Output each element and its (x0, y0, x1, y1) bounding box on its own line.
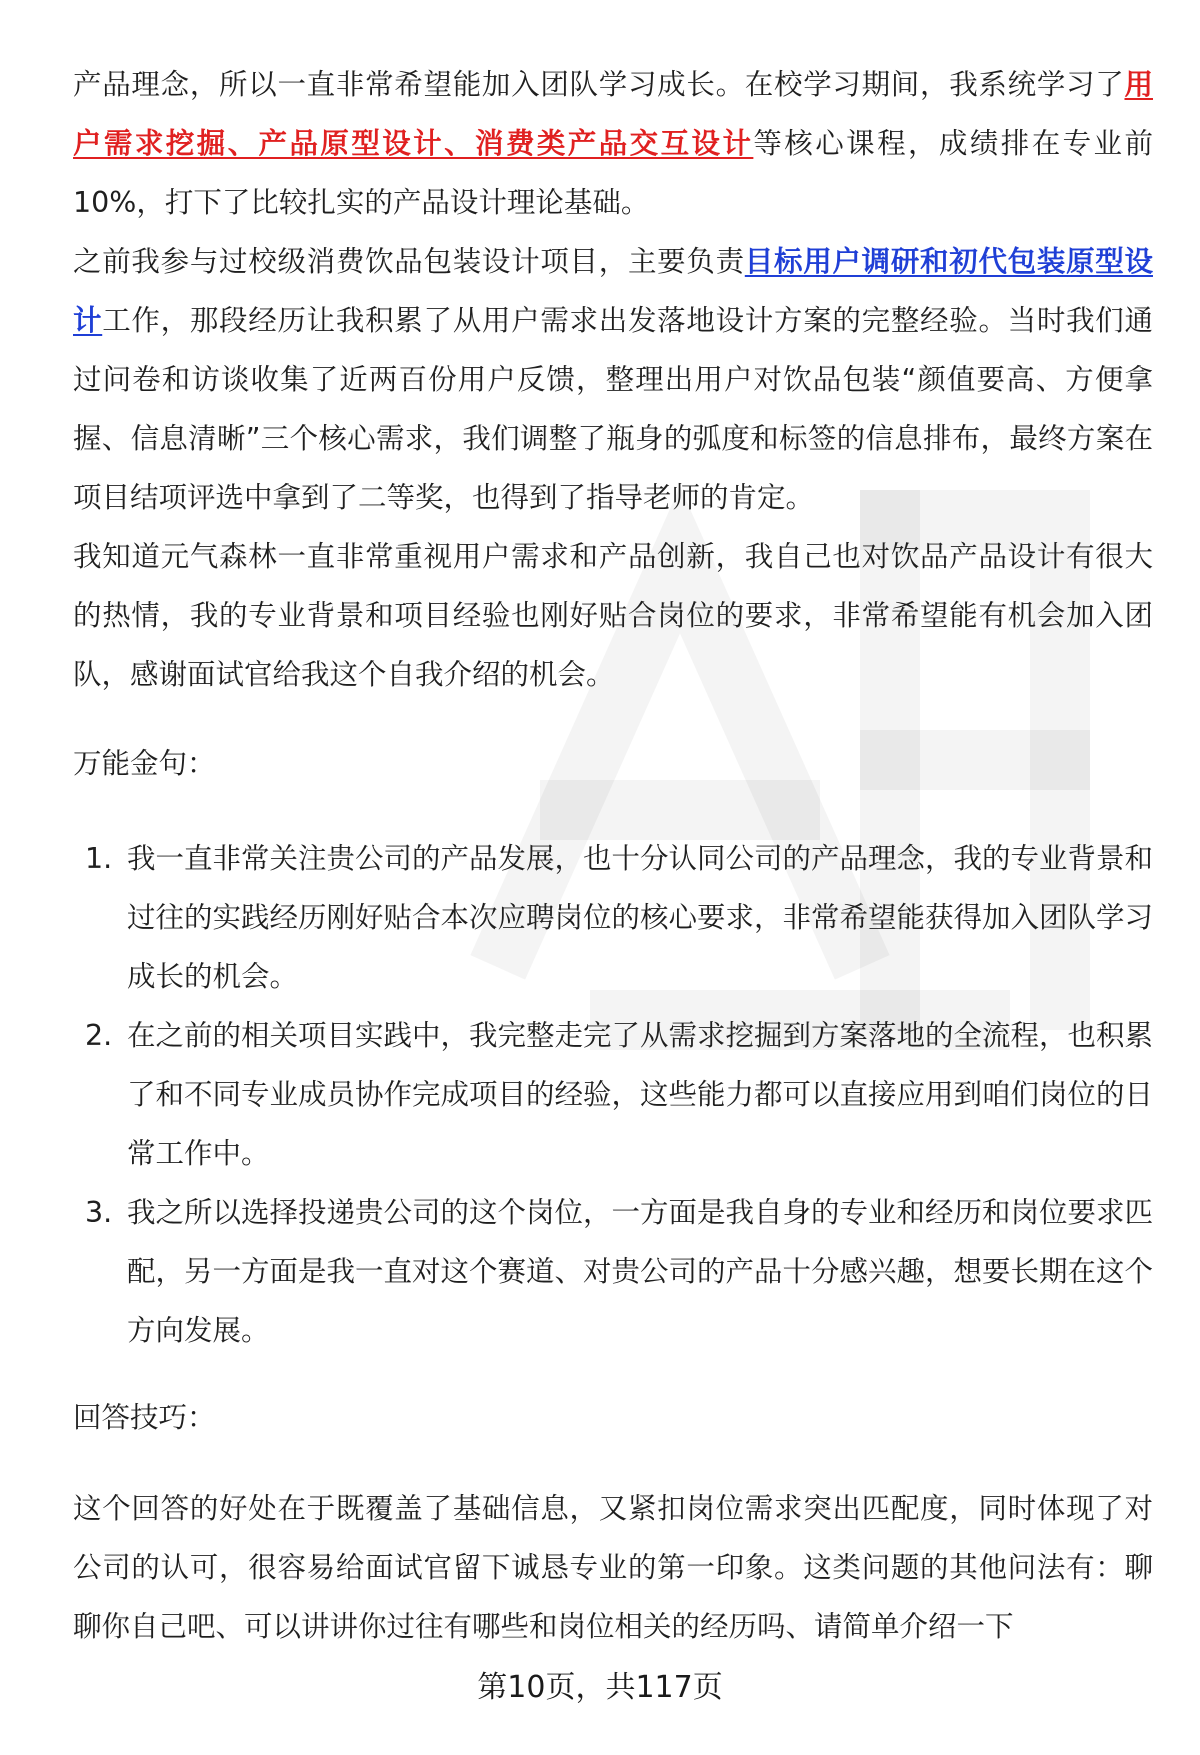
highlight-responsibility: 目标用户调研和初代包装原型设计 (73, 245, 1153, 337)
list-item-number: 3. (85, 1196, 113, 1229)
answer-tips-text: 这个回答的好处在于既覆盖了基础信息，又紧扣岗位需求突出匹配度，同时体现了对公司的认可，很容易给面试官留下诚恳专业的第一印象。这类问题的其他问法有：聊聊你自己吧、可以讲讲你过往有哪些和岗位相关的经历吗、请简单介绍一下 (73, 1492, 1153, 1643)
golden-sentences-list (73, 829, 1153, 1360)
answer-tips-title: 回答技巧： (73, 1401, 216, 1434)
paragraph-text: 等核心课程，成绩排在专业前10%，打下了比较扎实的产品设计理论基础。 (73, 127, 1153, 219)
list-item-number: 2. (85, 1019, 113, 1052)
list-item-number: 1. (85, 842, 113, 875)
page-number: 第10页，共117页 (477, 1670, 723, 1705)
paragraph-project-experience (73, 232, 1153, 527)
highlight-courses: 用户需求挖掘、产品原型设计、消费类产品交互设计 (73, 68, 1153, 160)
paragraph-text: 工作，那段经历让我积累了从用户需求出发落地设计方案的完整经验。当时我们通过问卷和访谈收集了近两百份用户反馈，整理出用户对饮品包装“颜值要高、方便拿握、信息清晰”三个核心需求，我们调整了瓶身的弧度和标签的信息排布，最终方案在项目结项评选中拿到了二等奖，也得到了指导老师的肯定。 (73, 304, 1153, 514)
paragraph-text: 之前我参与过校级消费饮品包装设计项目，主要负责 (73, 245, 745, 278)
list-item (73, 1183, 1153, 1360)
paragraph-closing: 我知道元气森林一直非常重视用户需求和产品创新，我自己也对饮品产品设计有很大的热情，我的专业背景和项目经验也刚好贴合岗位的要求，非常希望能有机会加入团队，感谢面试官给我这个自我介绍的机会。 (73, 540, 1153, 691)
golden-sentences-title: 万能金句： (73, 747, 216, 780)
paragraph-text: 产品理念，所以一直非常希望能加入团队学习成长。在校学习期间，我系统学习了 (73, 68, 1125, 101)
list-item-text: 在之前的相关项目实践中，我完整走完了从需求挖掘到方案落地的全流程，也积累了和不同专业成员协作完成项目的经验，这些能力都可以直接应用到咱们岗位的日常工作中。 (127, 1019, 1154, 1170)
list-item (73, 829, 1153, 1006)
list-item-text: 我之所以选择投递贵公司的这个岗位，一方面是我自身的专业和经历和岗位要求匹配，另一方面是我一直对这个赛道、对贵公司的产品十分感兴趣，想要长期在这个方向发展。 (127, 1196, 1154, 1347)
list-item-text: 我一直非常关注贵公司的产品发展，也十分认同公司的产品理念，我的专业背景和过往的实践经历刚好贴合本次应聘岗位的核心要求，非常希望能获得加入团队学习成长的机会。 (127, 842, 1154, 993)
document-content (73, 55, 1153, 1656)
paragraph-study-courses (73, 55, 1153, 232)
list-item (73, 1006, 1153, 1183)
